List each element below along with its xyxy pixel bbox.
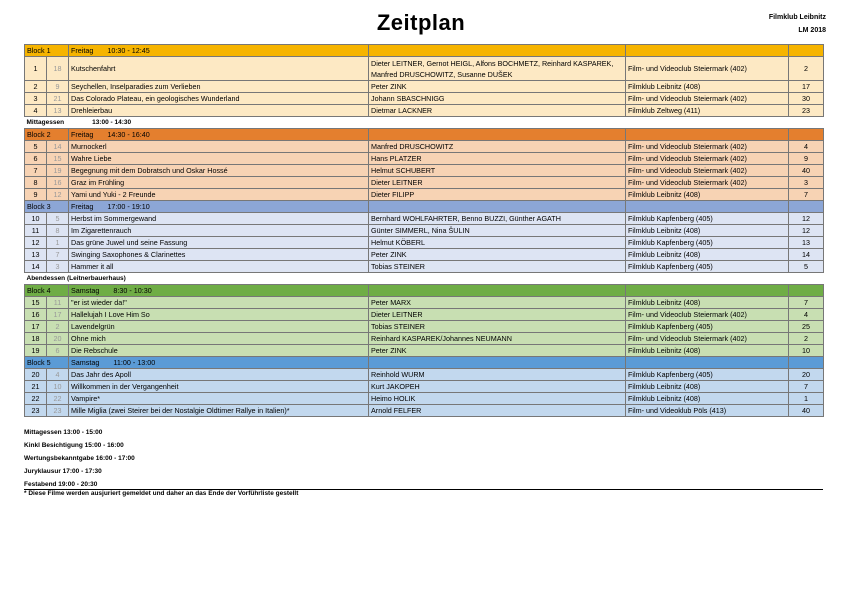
club-name: Filmklub Leibnitz (408) — [626, 345, 789, 357]
duration: 12 — [789, 225, 824, 237]
order-number: 15 — [25, 297, 47, 309]
block-empty-cell — [626, 201, 789, 213]
author: Dieter LEITNER, Gernot HEIGL, Alfons BOCHMETZ, Reinhard KASPAREK, Manfred DRUSCHOWITZ, Susanne DUŠEK — [369, 57, 626, 81]
author: Bernhard WOHLFAHRTER, Benno BUZZI, Günther AGATH — [369, 213, 626, 225]
table-row — [25, 213, 824, 225]
author: Kurt JAKOPEH — [369, 381, 626, 393]
author: Dieter FILIPP — [369, 189, 626, 201]
film-title: Im Zigarettenrauch — [69, 225, 369, 237]
entry-number: 13 — [47, 105, 69, 117]
film-title: Swinging Saxophones & Clarinettes — [69, 249, 369, 261]
order-number: 8 — [25, 177, 47, 189]
author: Arnold FELFER — [369, 405, 626, 417]
order-number: 6 — [25, 153, 47, 165]
order-number: 10 — [25, 213, 47, 225]
club-name: Filmklub Leibnitz (408) — [626, 249, 789, 261]
club-name: Filmklub Leibnitz (408) — [626, 297, 789, 309]
club-name: Filmklub Kapfenberg (405) — [626, 261, 789, 273]
author: Dietmar LACKNER — [369, 105, 626, 117]
block-header — [25, 201, 824, 213]
entry-number: 23 — [47, 405, 69, 417]
film-title: Die Rebschule — [69, 345, 369, 357]
note-item: Juryklausur 17:00 - 17:30 — [24, 468, 102, 475]
block-time: 8:30 - 10:30 — [113, 285, 152, 295]
duration: 3 — [789, 177, 824, 189]
entry-number: 20 — [47, 333, 69, 345]
club-name: Filmklub Kapfenberg (405) — [626, 369, 789, 381]
table-row — [25, 237, 824, 249]
table-row — [25, 225, 824, 237]
entry-number: 9 — [47, 81, 69, 93]
author: Helmut SCHUBERT — [369, 165, 626, 177]
film-title: Graz im Frühling — [69, 177, 369, 189]
club-name: Filmklub Leibnitz (408) — [626, 225, 789, 237]
order-number: 4 — [25, 105, 47, 117]
film-title: Hammer it all — [69, 261, 369, 273]
duration: 25 — [789, 321, 824, 333]
block-header — [25, 285, 824, 297]
film-title: Drehleierbau — [69, 105, 369, 117]
break-label — [25, 117, 369, 129]
note-item: Mittagessen 13:00 - 15:00 — [24, 429, 103, 436]
author: Peter MARX — [369, 297, 626, 309]
block-header — [25, 45, 824, 57]
duration: 9 — [789, 153, 824, 165]
club-name: Film- und Videoclub Steiermark (402) — [626, 165, 789, 177]
order-number: 19 — [25, 345, 47, 357]
order-number: 22 — [25, 393, 47, 405]
duration: 1 — [789, 393, 824, 405]
schedule-table — [24, 44, 824, 417]
break-empty — [369, 117, 824, 129]
table-row — [25, 189, 824, 201]
table-row — [25, 93, 824, 105]
club-header — [769, 11, 826, 37]
order-number: 18 — [25, 333, 47, 345]
author: Günter SIMMERL, Nina ŠULIN — [369, 225, 626, 237]
film-title: Seychellen, Inselparadies zum Verlieben — [69, 81, 369, 93]
order-number: 1 — [25, 57, 47, 81]
note-item: Wertungsbekanntgabe 16:00 - 17:00 — [24, 455, 135, 462]
entry-number: 16 — [47, 177, 69, 189]
author: Tobias STEINER — [369, 321, 626, 333]
block-day-time — [69, 285, 369, 297]
block-name: Block 1 — [25, 45, 69, 57]
block-time: 17:00 - 19:10 — [107, 201, 150, 211]
entry-number: 22 — [47, 393, 69, 405]
duration: 40 — [789, 405, 824, 417]
order-number: 13 — [25, 249, 47, 261]
block-day-time — [69, 129, 369, 141]
break-empty — [369, 273, 824, 285]
block-empty-cell — [626, 129, 789, 141]
block-empty-cell — [369, 45, 626, 57]
club-name: Film- und Videoclub Steiermark (402) — [626, 57, 789, 81]
block-name: Block 5 — [25, 357, 69, 369]
block-empty-cell — [789, 357, 824, 369]
block-empty-cell — [369, 357, 626, 369]
entry-number: 17 — [47, 309, 69, 321]
block-empty-cell — [369, 285, 626, 297]
order-number: 20 — [25, 369, 47, 381]
note-item: Festabend 19:00 - 20:30 — [24, 481, 98, 488]
table-row — [25, 261, 824, 273]
block-empty-cell — [369, 201, 626, 213]
entry-number: 4 — [47, 369, 69, 381]
author: Reinhold WURM — [369, 369, 626, 381]
duration: 17 — [789, 81, 824, 93]
entry-number: 8 — [47, 225, 69, 237]
club-name: Film- und Videoclub Steiermark (402) — [626, 309, 789, 321]
duration: 7 — [789, 297, 824, 309]
author: Heimo HOLIK — [369, 393, 626, 405]
author: Tobias STEINER — [369, 261, 626, 273]
block-day: Freitag — [71, 201, 94, 211]
table-row — [25, 321, 824, 333]
entry-number: 11 — [47, 297, 69, 309]
duration: 30 — [789, 93, 824, 105]
block-day: Samstag — [71, 357, 100, 367]
entry-number: 10 — [47, 381, 69, 393]
author: Johann SBASCHNIGG — [369, 93, 626, 105]
table-row — [25, 381, 824, 393]
table-row — [25, 345, 824, 357]
order-number: 17 — [25, 321, 47, 333]
block-day-time — [69, 357, 369, 369]
author: Peter ZINK — [369, 81, 626, 93]
block-name: Block 4 — [25, 285, 69, 297]
club-name: Filmklub Kapfenberg (405) — [626, 213, 789, 225]
order-number: 2 — [25, 81, 47, 93]
order-number: 23 — [25, 405, 47, 417]
film-title: Herbst im Sommergewand — [69, 213, 369, 225]
entry-number: 5 — [47, 213, 69, 225]
film-title: Begegnung mit dem Dobratsch und Oskar Hossé — [69, 165, 369, 177]
club-name: Film- und Videoklub Pöls (413) — [626, 405, 789, 417]
duration: 7 — [789, 381, 824, 393]
order-number: 12 — [25, 237, 47, 249]
club-name: Filmklub Kapfenberg (405) — [626, 321, 789, 333]
break-label — [25, 273, 369, 285]
footnote: * Diese Filme werden ausjuriert gemeldet und daher an das Ende der Vorführliste gestellt — [24, 490, 299, 497]
club-name: Filmklub Leibnitz — [768, 14, 826, 21]
entry-number: 3 — [47, 261, 69, 273]
duration: 23 — [789, 105, 824, 117]
block-empty-cell — [626, 285, 789, 297]
table-row — [25, 369, 824, 381]
order-number: 7 — [25, 165, 47, 177]
table-row — [25, 309, 824, 321]
author: Dieter LEITNER — [369, 309, 626, 321]
order-number: 3 — [25, 93, 47, 105]
film-title: Ohne mich — [69, 333, 369, 345]
film-title: Das Jahr des Apoll — [69, 369, 369, 381]
film-title: Das grüne Juwel und seine Fassung — [69, 237, 369, 249]
block-day: Freitag — [71, 129, 94, 139]
order-number: 21 — [25, 381, 47, 393]
block-header — [25, 129, 824, 141]
film-title: Vampire* — [69, 393, 369, 405]
break-row — [25, 117, 824, 129]
break-name: Mittagessen — [26, 118, 65, 126]
order-number: 9 — [25, 189, 47, 201]
block-empty-cell — [789, 129, 824, 141]
club-name: Film- und Videoclub Steiermark (402) — [626, 93, 789, 105]
club-name: Filmklub Kapfenberg (405) — [626, 237, 789, 249]
entry-number: 6 — [47, 345, 69, 357]
author: Manfred DRUSCHOWITZ — [369, 141, 626, 153]
author: Dieter LEITNER — [369, 177, 626, 189]
order-number: 16 — [25, 309, 47, 321]
table-row — [25, 141, 824, 153]
author: Peter ZINK — [369, 345, 626, 357]
entry-number: 15 — [47, 153, 69, 165]
block-time: 14:30 - 16:40 — [107, 129, 150, 139]
block-empty-cell — [789, 285, 824, 297]
film-title: Hallelujah I Love Him So — [69, 309, 369, 321]
order-number: 5 — [25, 141, 47, 153]
block-name: Block 3 — [25, 201, 69, 213]
table-row — [25, 177, 824, 189]
table-row — [25, 57, 824, 81]
break-time: 13:00 - 14:30 — [92, 118, 132, 126]
entry-number: 19 — [47, 165, 69, 177]
block-empty-cell — [789, 201, 824, 213]
entry-number: 2 — [47, 321, 69, 333]
club-name: Filmklub Leibnitz (408) — [626, 189, 789, 201]
notes-list — [24, 426, 135, 491]
duration: 2 — [789, 57, 824, 81]
table-row — [25, 153, 824, 165]
club-name: Film- und Videoclub Steiermark (402) — [626, 333, 789, 345]
table-row — [25, 81, 824, 93]
club-name: Filmklub Leibnitz (408) — [626, 381, 789, 393]
entry-number: 12 — [47, 189, 69, 201]
club-name: Film- und Videoclub Steiermark (402) — [626, 177, 789, 189]
order-number: 11 — [25, 225, 47, 237]
entry-number: 21 — [47, 93, 69, 105]
order-number: 14 — [25, 261, 47, 273]
block-header — [25, 357, 824, 369]
club-name: Filmklub Leibnitz (408) — [626, 81, 789, 93]
duration: 2 — [789, 333, 824, 345]
author: Reinhard KASPAREK/Johannes NEUMANN — [369, 333, 626, 345]
duration: 14 — [789, 249, 824, 261]
film-title: Willkommen in der Vergangenheit — [69, 381, 369, 393]
table-row — [25, 333, 824, 345]
block-name: Block 2 — [25, 129, 69, 141]
block-time: 11:00 - 13:00 — [113, 357, 156, 367]
block-day: Freitag — [71, 45, 94, 55]
film-title: Murnockerl — [69, 141, 369, 153]
duration: 10 — [789, 345, 824, 357]
table-row — [25, 105, 824, 117]
entry-number: 7 — [47, 249, 69, 261]
block-empty-cell — [789, 45, 824, 57]
film-title: Yami und Yuki - 2 Freunde — [69, 189, 369, 201]
duration: 4 — [789, 309, 824, 321]
club-name: Film- und Videoclub Steiermark (402) — [626, 141, 789, 153]
author: Peter ZINK — [369, 249, 626, 261]
duration: 20 — [789, 369, 824, 381]
author: Helmut KÖBERL — [369, 237, 626, 249]
duration: 4 — [789, 141, 824, 153]
block-day-time — [69, 201, 369, 213]
author: Hans PLATZER — [369, 153, 626, 165]
table-row — [25, 393, 824, 405]
entry-number: 14 — [47, 141, 69, 153]
entry-number: 1 — [47, 237, 69, 249]
club-name: Filmklub Zeltweg (411) — [626, 105, 789, 117]
block-empty-cell — [626, 45, 789, 57]
table-row — [25, 297, 824, 309]
block-empty-cell — [369, 129, 626, 141]
duration: 12 — [789, 213, 824, 225]
table-row — [25, 165, 824, 177]
duration: 40 — [789, 165, 824, 177]
entry-number: 18 — [47, 57, 69, 81]
note-item: Kinkl Besichtigung 15:00 - 16:00 — [24, 442, 124, 449]
duration: 7 — [789, 189, 824, 201]
table-row — [25, 249, 824, 261]
block-time: 10:30 - 12:45 — [107, 45, 150, 55]
club-name: Film- und Videoclub Steiermark (402) — [626, 153, 789, 165]
break-name: Abendessen (Leitnerbauerhaus) — [26, 274, 126, 282]
block-day: Samstag — [71, 285, 100, 295]
block-day-time — [69, 45, 369, 57]
film-title: Kutschenfahrt — [69, 57, 369, 81]
block-empty-cell — [626, 357, 789, 369]
page-title: Zeitplan — [376, 10, 466, 35]
club-name: Filmklub Leibnitz (408) — [626, 393, 789, 405]
film-title: Wahre Liebe — [69, 153, 369, 165]
duration: 5 — [789, 261, 824, 273]
film-title: Das Colorado Plateau, ein geologisches Wunderland — [69, 93, 369, 105]
table-row — [25, 405, 824, 417]
film-title: "er ist wieder da!" — [69, 297, 369, 309]
film-title: Lavendelgrün — [69, 321, 369, 333]
film-title: Mille Miglia (zwei Steirer bei der Nostalgie Oldtimer Rallye in Italien)* — [69, 405, 369, 417]
break-row — [25, 273, 824, 285]
duration: 13 — [789, 237, 824, 249]
event-label: LM 2018 — [798, 27, 826, 34]
